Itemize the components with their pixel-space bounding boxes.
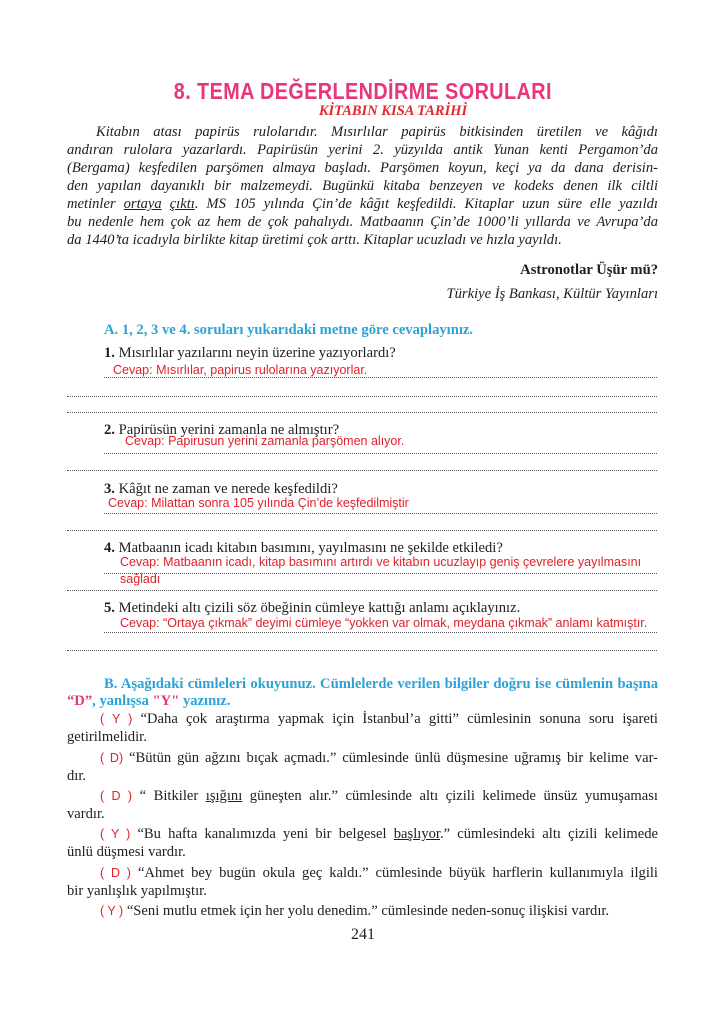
underlined-phrase: çıktı <box>169 196 195 212</box>
answer-line <box>67 396 657 397</box>
statement-item <box>67 711 658 746</box>
statement-text: .” cümlesindeki altı çizili kelimede <box>439 826 658 842</box>
text: metinler <box>67 196 124 212</box>
statement-text: “Bu hafta kanalımızda yeni bir belgesel <box>130 826 394 842</box>
source-book: Astronotlar Üşür mü? <box>520 262 658 278</box>
answer-5[interactable]: Cevap: “Ortaya çıkmak” deyimi cümleye “yokken var olmak, meydana çıkmak” anlamı katmıştır. <box>120 616 648 630</box>
statement-text: bir yanlışlık yapılmıştır. <box>67 882 207 899</box>
question-text: Mısırlılar yazılarını neyin üzerine yazıyorlardı? <box>114 345 396 361</box>
label-d: “D” <box>67 693 93 709</box>
answer-4-continued[interactable]: sağladı <box>120 572 161 586</box>
paragraph-line: bu nedenle hem çok az hem de çok pahalıydı. Matbaanın Çin’de 1000’li yıllarda ve Avrupa’da <box>67 214 658 230</box>
question-text: Matbaanın icadı kitabın basımını, yayılmasını ne şekilde etkiledi? <box>114 540 503 556</box>
text: , yanlışsa <box>92 693 153 709</box>
underlined-phrase: ortaya <box>123 196 162 212</box>
statement-text: vardır. <box>67 805 105 822</box>
question-5 <box>104 600 520 617</box>
statement-text: “Seni mutlu etmek için her yolu denedim.” cümlesinde neden-sonuç ilişkisi vardır. <box>123 903 610 919</box>
question-number: 3. <box>104 481 115 497</box>
answer-2[interactable]: Cevap: Papirusun yerini zamanla parşömen alıyor. <box>125 434 405 448</box>
text-subtitle: KİTABIN KISA TARİHİ <box>318 103 468 119</box>
answer-line <box>67 470 657 471</box>
question-text: Metindeki altı çizili söz öbeğinin cümleye kattığı anlamı açıklayınız. <box>114 600 521 616</box>
answer-mark[interactable]: ( D) <box>100 751 124 765</box>
answer-line <box>67 412 657 413</box>
section-a-heading: A. 1, 2, 3 ve 4. soruları yukarıdaki metne göre cevaplayınız. <box>104 322 474 338</box>
statement-text: “Bütün gün ağzını bıçak açmadı.” cümlesinde ünlü düşmesine uğramış bir kelime var- <box>123 750 658 766</box>
statement-item <box>67 750 658 785</box>
paragraph-line: andıran rulolara yazarlardı. Papirüsün yerini 2. yüzyılda antik Yunan kenti Pergamon’da <box>67 142 658 158</box>
heading-line: B. Aşağıdaki cümleleri okuyunuz. Cümlelerde verilen bilgiler doğru ise cümlenin başına <box>104 676 658 692</box>
statement-text: getirilmelidir. <box>67 728 147 745</box>
statement-text: dır. <box>67 767 87 784</box>
answer-line <box>104 513 657 514</box>
statement-text: “Daha çok araştırma yapmak için İstanbul’a gitti” cümlesinin sonuna soru işareti <box>132 711 658 727</box>
statement-line <box>67 711 658 729</box>
statement-line <box>67 865 658 883</box>
question-number: 4. <box>104 540 115 556</box>
page-title <box>0 78 726 105</box>
answer-1[interactable]: Cevap: Mısırlılar, papirus rulolarına yazıyorlar. <box>113 363 368 377</box>
answer-mark[interactable]: ( D ) <box>100 789 133 803</box>
answer-line <box>104 632 657 633</box>
question-text: Papirüsün yerini zamanla ne almıştır? <box>114 422 340 438</box>
answer-line <box>104 453 657 454</box>
statement-line <box>67 750 658 768</box>
source-publisher: Türkiye İş Bankası, Kültür Yayınları <box>446 286 658 302</box>
title-text: 8. TEMA DEĞERLENDİRME SORULARI <box>173 78 553 104</box>
statement-line <box>67 826 658 844</box>
answer-mark[interactable]: ( Y ) <box>100 904 124 918</box>
section-b-heading <box>67 676 658 710</box>
text: yazınız. <box>179 693 231 709</box>
statement-line <box>67 788 658 806</box>
paragraph-line: (Bergama) keşfedilen parşömen almaya başladı. Parşömen koyun, keçi ya da dana derisin- <box>67 160 658 176</box>
answer-line <box>104 573 657 574</box>
answer-4[interactable]: Cevap: Matbaanın icadı, kitap basımını artırdı ve kitabın ucuzlayıp geniş çevrelere yayılmasını <box>120 555 642 569</box>
answer-3[interactable]: Cevap: Milattan sonra 105 yılında Çin’de keşfedilmiştir <box>108 496 409 510</box>
answer-line <box>67 590 657 591</box>
paragraph-line <box>67 195 658 213</box>
answer-line <box>104 377 657 378</box>
paragraph-line: den yapılan dayanıklı bir malzemeydi. Bugünkü kitaba benzeyen ve kodeks denen ilk ciltli <box>67 178 658 194</box>
answer-line <box>67 530 657 531</box>
question-number: 5. <box>104 600 115 616</box>
statement-text: “ Bitkiler <box>132 788 206 804</box>
answer-mark[interactable]: ( Y ) <box>100 712 133 726</box>
statement-item <box>67 865 658 900</box>
underlined-word: başlıyor <box>393 826 440 842</box>
answer-mark[interactable]: ( Y ) <box>100 827 131 841</box>
statement-item <box>67 788 658 823</box>
paragraph-line: Kitabın atası papirüs rulolarıdır. Mısırlılar papirüs bitkisinden üretilen ve kâğıdı <box>96 124 658 140</box>
heading-line <box>67 693 658 710</box>
answer-line <box>67 650 657 651</box>
label-y: "Y" <box>152 693 180 709</box>
question-number: 2. <box>104 422 115 438</box>
underlined-word: ışığını <box>205 788 243 804</box>
statement-text: ünlü düşmesi vardır. <box>67 843 186 860</box>
text: . MS 105 yılında Çin’de kâğıt keşfedildi. Kitaplar uzun süre elle yazıldı <box>194 196 658 212</box>
question-number: 1. <box>104 345 115 361</box>
statement-item <box>67 903 658 921</box>
paragraph-line: da 1440’ta icadıyla birlikte kitap üretimi çok arttı. Kitaplar ucuzladı ve hızla yayıldı. <box>67 232 562 248</box>
statement-line <box>67 903 658 921</box>
statement-item <box>67 826 658 861</box>
question-text: Kâğıt ne zaman ve nerede keşfedildi? <box>114 481 338 497</box>
statement-text: “Ahmet bey bugün okula geç kaldı.” cümlesinde büyük harflerin kullanımıyla ilgili <box>130 865 658 881</box>
statement-text: güneşten alır.” cümlesinde altı çizili kelimede ünsüz yumuşaması <box>242 788 658 804</box>
question-1 <box>104 345 396 362</box>
page-number: 241 <box>351 926 375 943</box>
answer-mark[interactable]: ( D ) <box>100 866 131 880</box>
